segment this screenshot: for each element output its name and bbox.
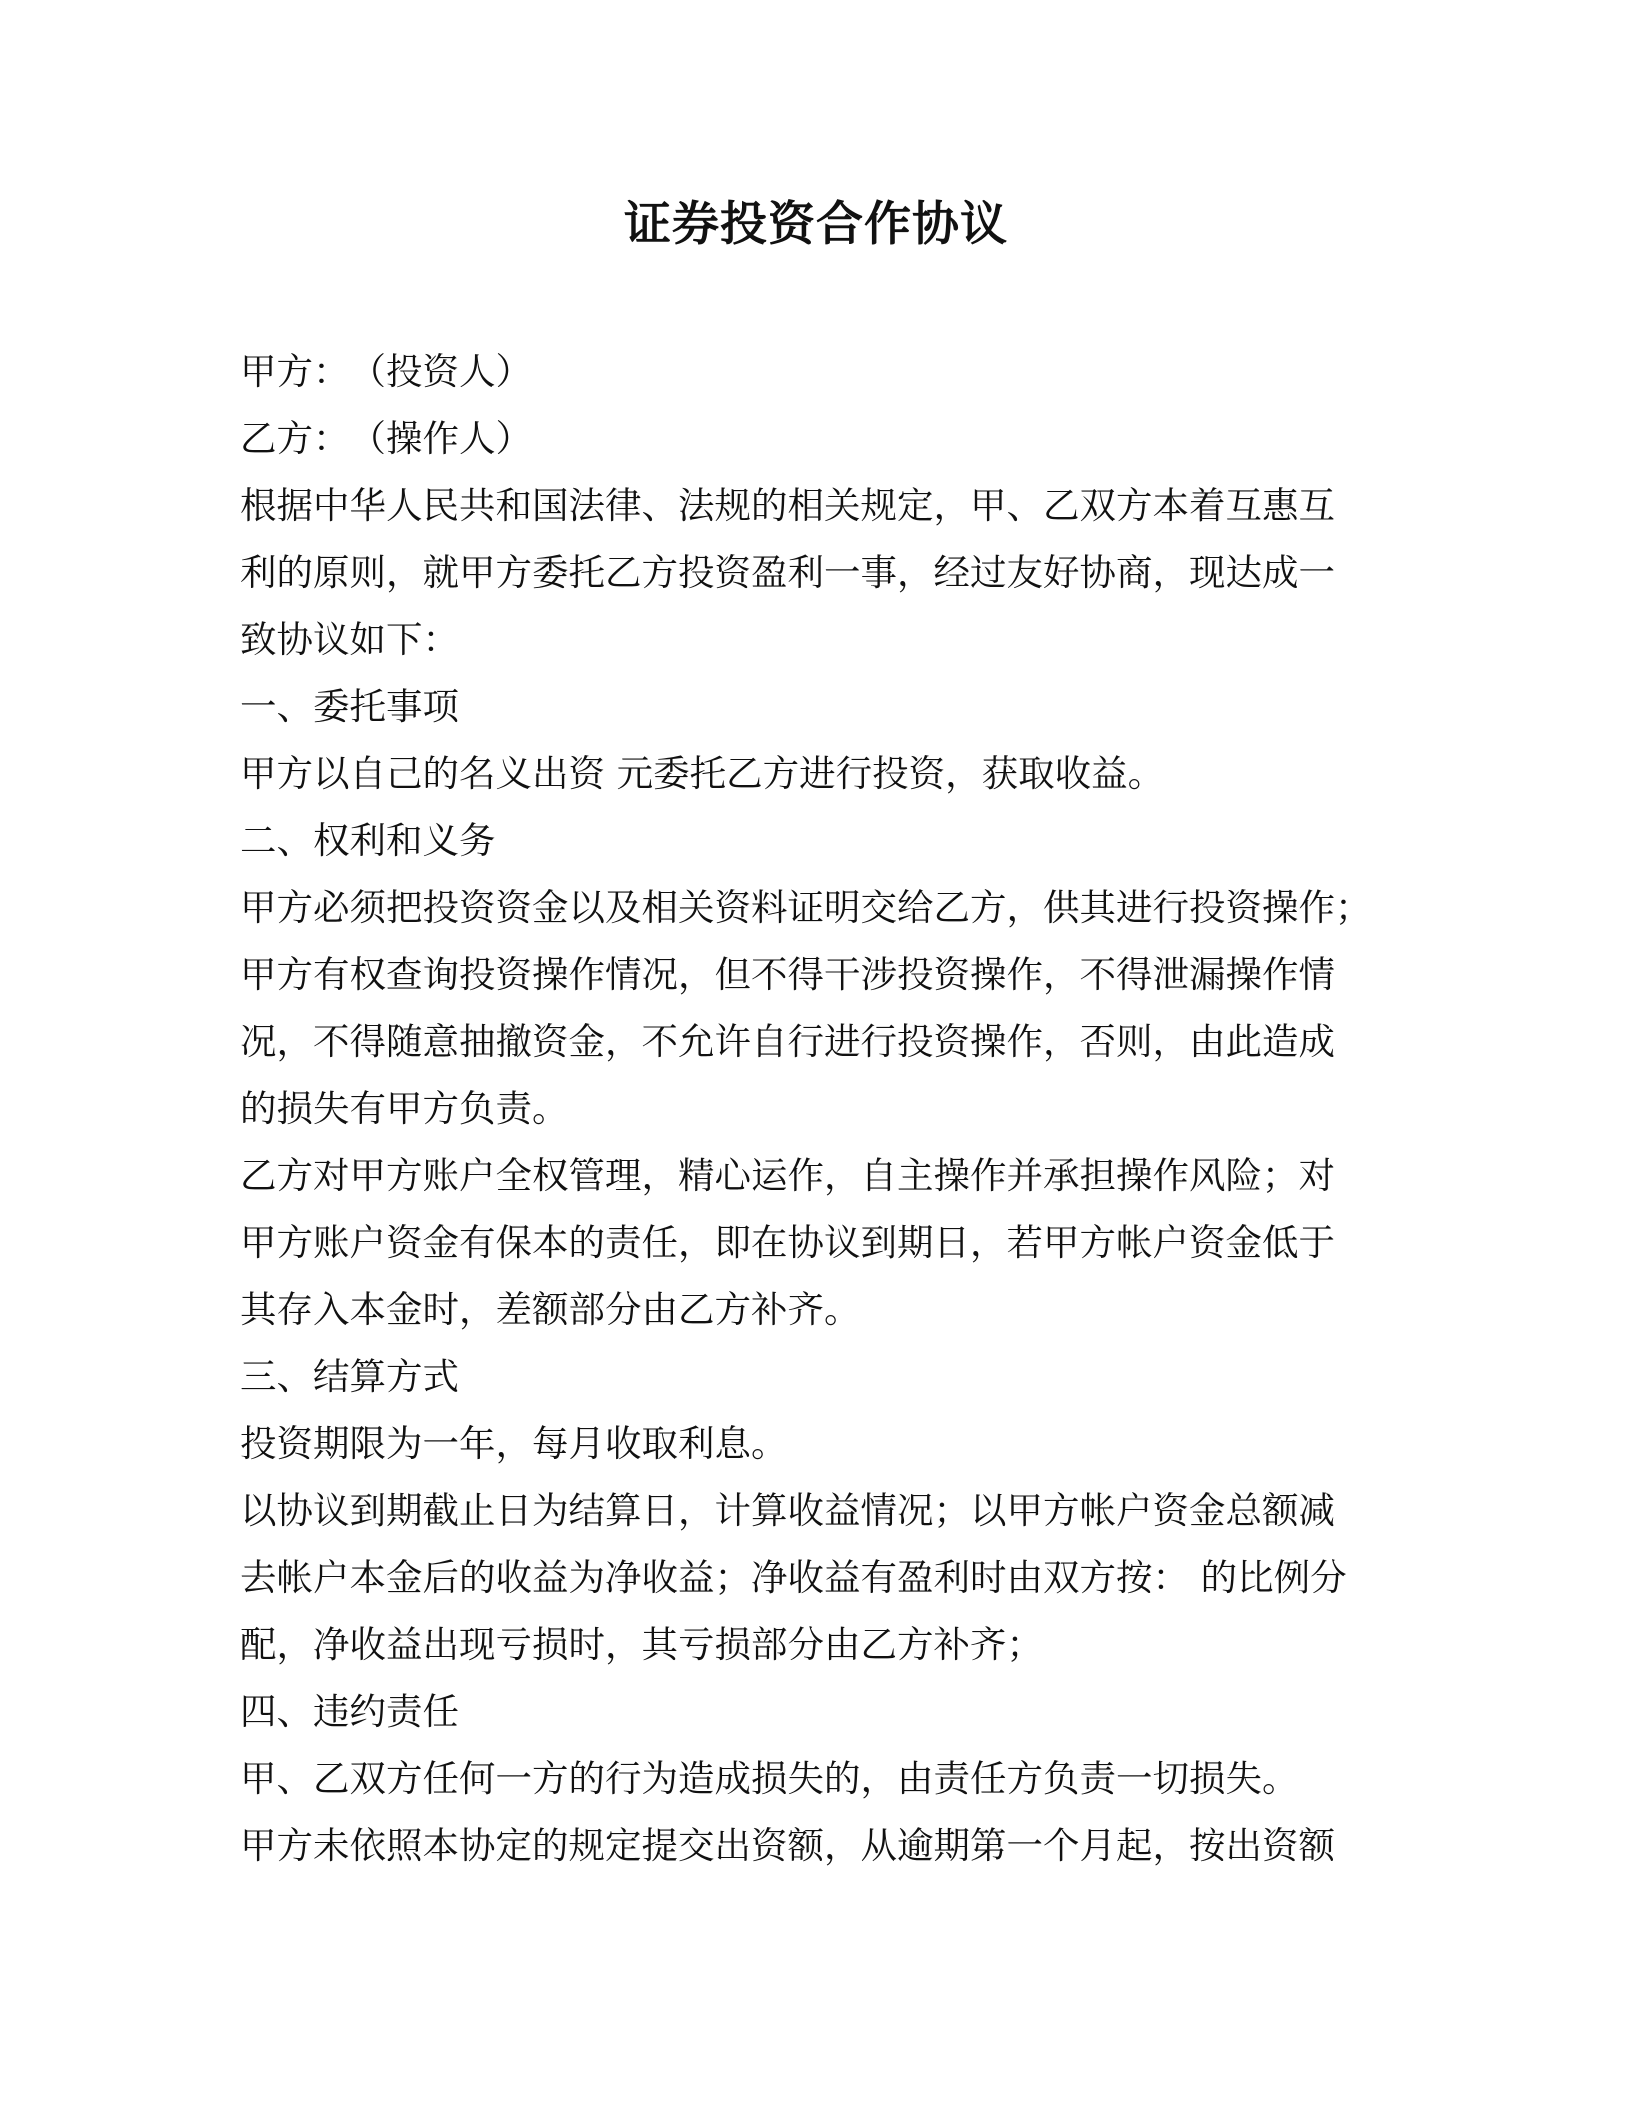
paragraph-line: 去帐户本金后的收益为净收益；净收益有盈利时由双方按： 的比例分 bbox=[240, 1556, 1347, 1599]
paragraph-line: 投资期限为一年，每月收取利息。 bbox=[240, 1422, 788, 1465]
preamble-line: 致协议如下： bbox=[240, 618, 459, 661]
paragraph-line: 甲方未依照本协定的规定提交出资额，从逾期第一个月起，按出资额 bbox=[240, 1824, 1335, 1867]
document-title: 证券投资合作协议 bbox=[624, 197, 1008, 252]
paragraph-line: 甲方必须把投资资金以及相关资料证明交给乙方，供其进行投资操作； bbox=[240, 886, 1372, 929]
party-b-line: 乙方： （操作人） bbox=[240, 417, 532, 460]
paragraph-line: 况，不得随意抽撤资金，不允许自行进行投资操作，否则，由此造成 bbox=[240, 1020, 1335, 1063]
paragraph-line: 配，净收益出现亏损时，其亏损部分由乙方补齐； bbox=[240, 1623, 1043, 1666]
preamble-line: 根据中华人民共和国法律、法规的相关规定，甲、乙双方本着互惠互 bbox=[240, 484, 1335, 527]
section-heading-rights: 二、权利和义务 bbox=[240, 819, 496, 862]
party-a-line: 甲方： （投资人） bbox=[240, 350, 532, 393]
document-body bbox=[240, 338, 1390, 1879]
paragraph-line: 甲方以自己的名义出资 元委托乙方进行投资，获取收益。 bbox=[240, 752, 1165, 795]
preamble-line: 利的原则，就甲方委托乙方投资盈利一事，经过友好协商，现达成一 bbox=[240, 551, 1335, 594]
paragraph-line: 甲、乙双方任何一方的行为造成损失的，由责任方负责一切损失。 bbox=[240, 1757, 1299, 1800]
paragraph-line: 乙方对甲方账户全权管理，精心运作，自主操作并承担操作风险；对 bbox=[240, 1154, 1335, 1197]
section-heading-settlement: 三、结算方式 bbox=[240, 1355, 459, 1398]
paragraph-line: 的损失有甲方负责。 bbox=[240, 1087, 569, 1130]
paragraph-line: 甲方有权查询投资操作情况，但不得干涉投资操作，不得泄漏操作情 bbox=[240, 953, 1335, 996]
paragraph-line: 以协议到期截止日为结算日，计算收益情况；以甲方帐户资金总额减 bbox=[240, 1489, 1335, 1532]
section-heading-liability: 四、违约责任 bbox=[240, 1690, 459, 1733]
section-heading-entrustment: 一、委托事项 bbox=[240, 685, 459, 728]
paragraph-line: 其存入本金时，差额部分由乙方补齐。 bbox=[240, 1288, 861, 1331]
paragraph-line: 甲方账户资金有保本的责任，即在协议到期日，若甲方帐户资金低于 bbox=[240, 1221, 1335, 1264]
